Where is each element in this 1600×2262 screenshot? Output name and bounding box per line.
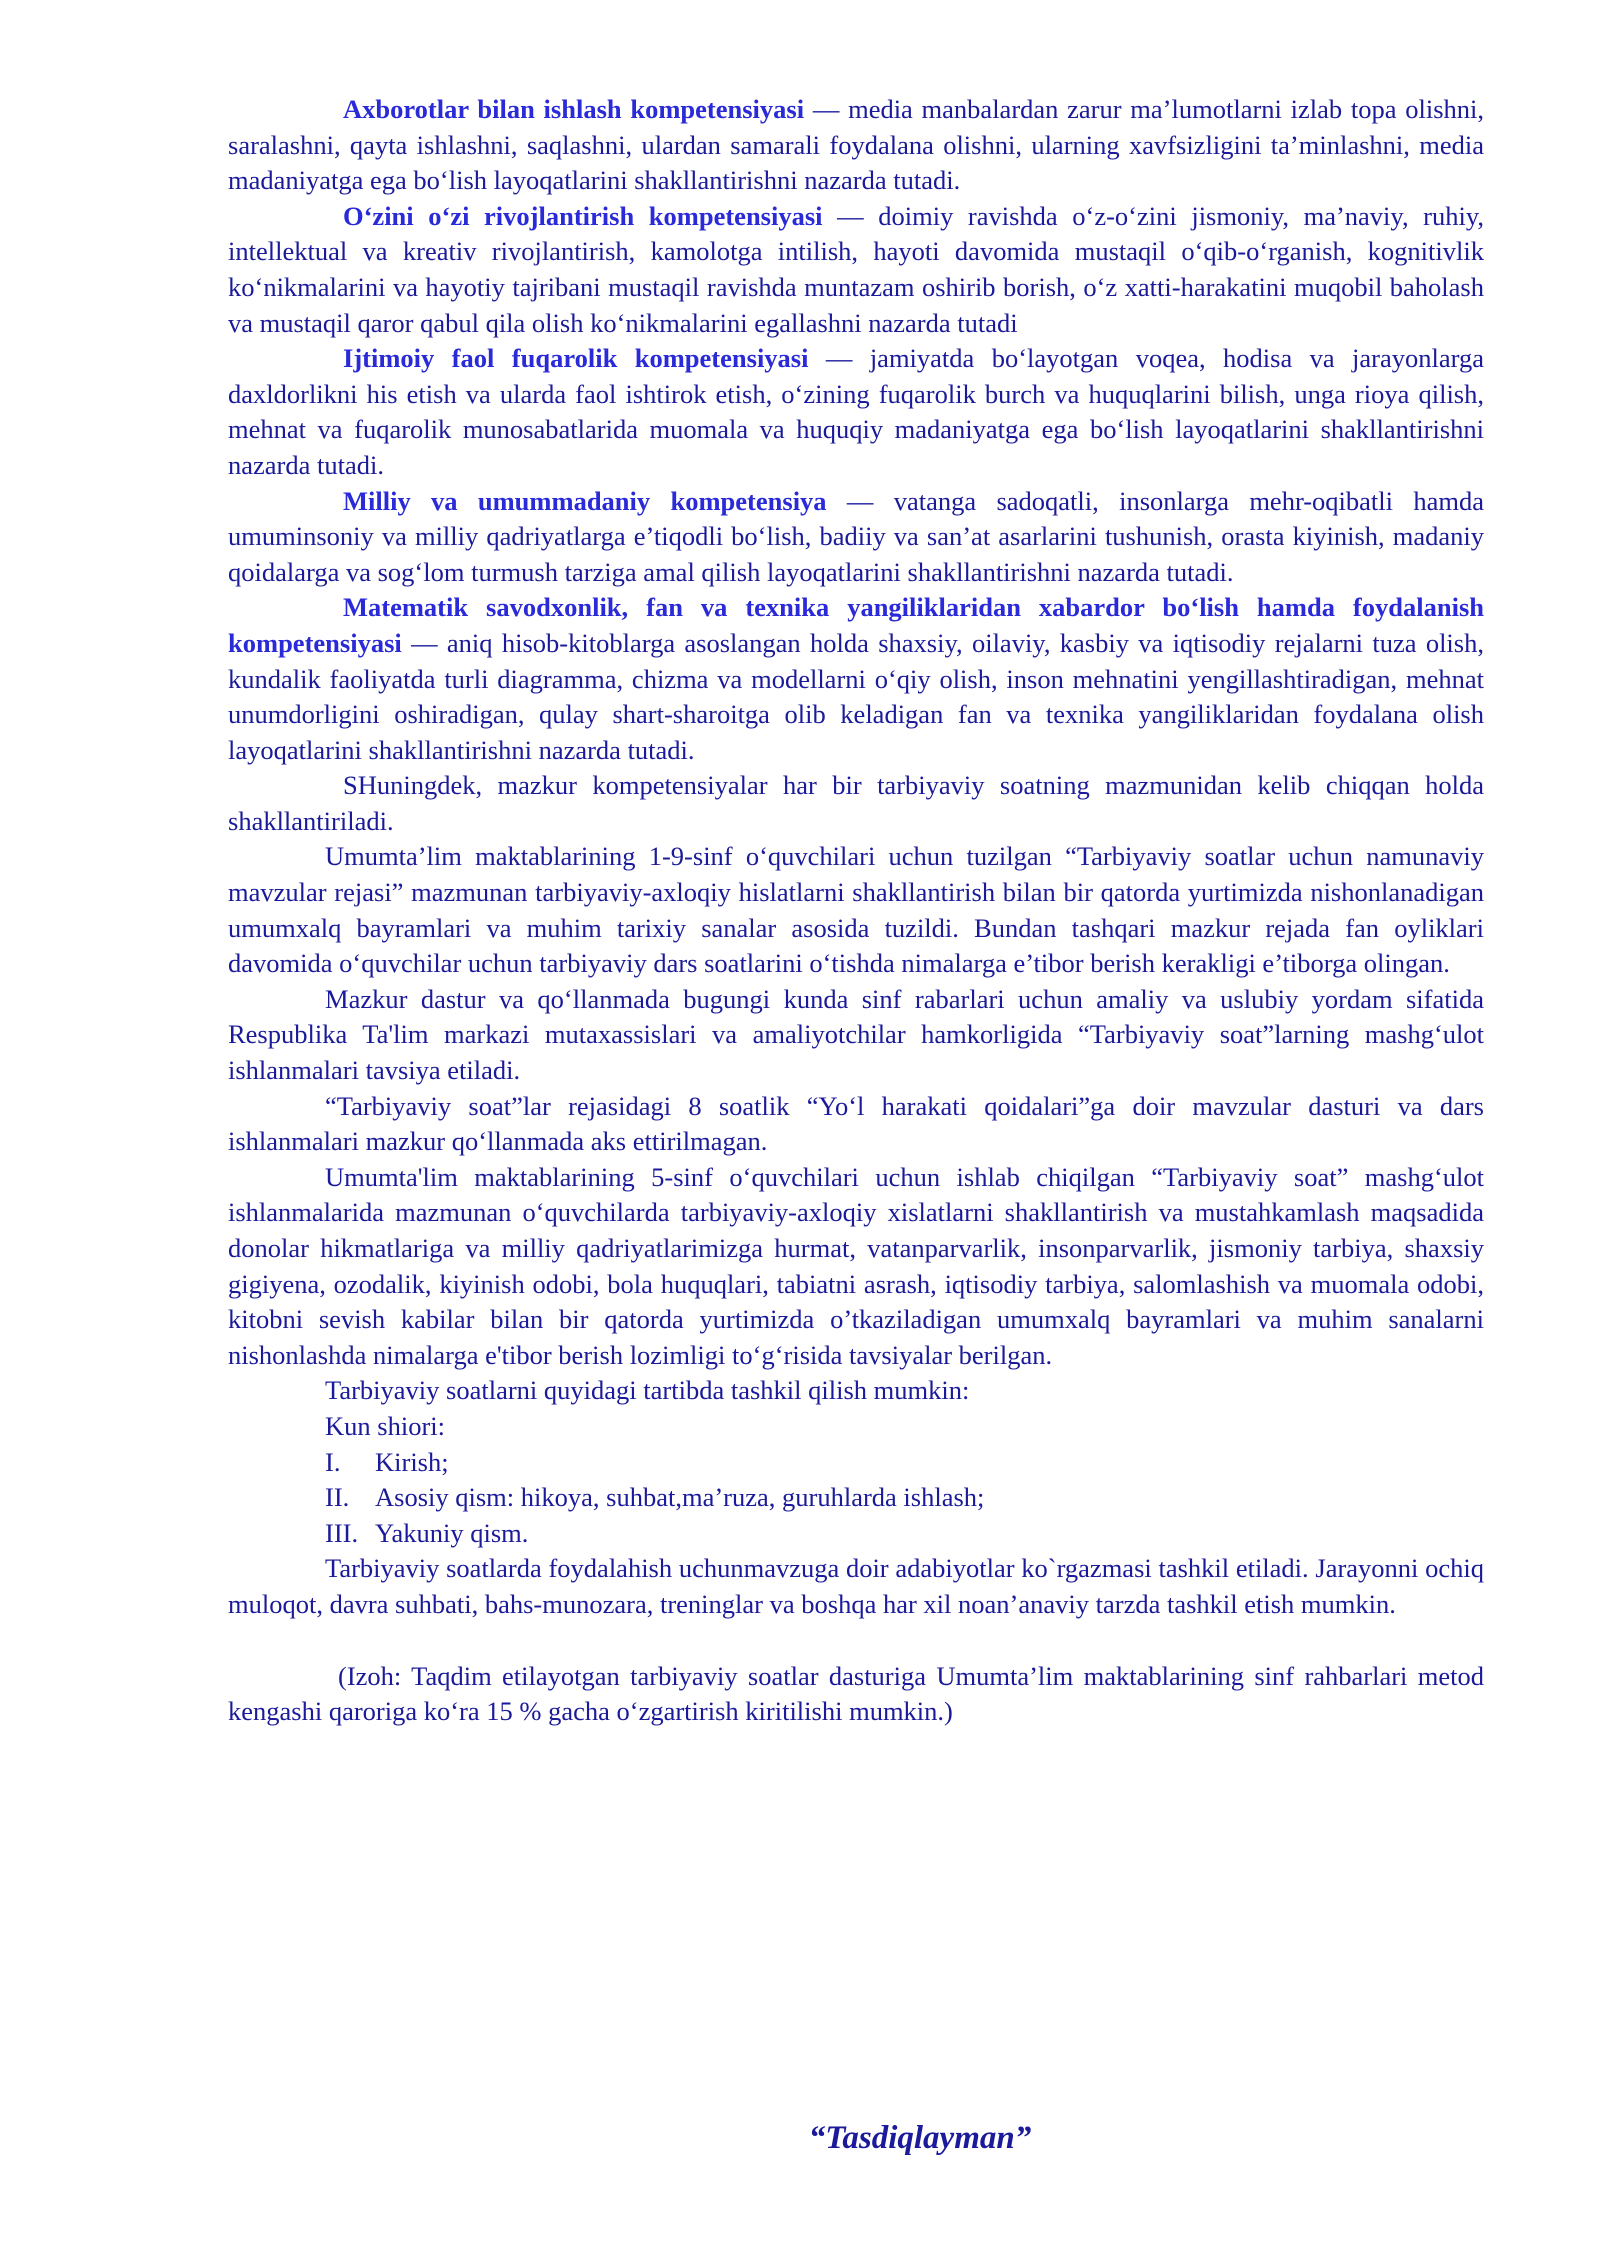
- list-item: [228, 1445, 1484, 1481]
- competency-term: O‘zini o‘zi rivojlantirish kompetensiyasi: [343, 200, 823, 231]
- competency-paragraph: [228, 484, 1484, 591]
- list-number: I.: [325, 1446, 341, 1477]
- competency-paragraph: [228, 590, 1484, 768]
- body-paragraph: Umumta'lim maktablarining 5-sinf o‘quvchilari uchun ishlab chiqilgan “Tarbiyaviy soat” mashg‘ulot ishlanmalarida mazmunan o‘quvchilarda tarbiyaviy-axloqiy xislatlarni shakllantirish va mustahkamlash maqsadida donolar hikmatlariga va milliy qadriyatlarimizga hurmat, vatanparvarlik, insonparvarlik, jismoniy tarbiya, shaxsiy gigiyena, ozodalik, kiyinish odobi, bola huquqlari, tabiatni asrash, iqtisodiy tarbiya, salomlashish va muomala odobi, kitobni sevish kabilar bilan bir qatorda yurtimizda o’tkaziladigan umumxalq bayramlari va muhim sanalarni nishonlashda nimalarga e'tibor berish lozimligi to‘g‘risida tavsiyalar berilgan.: [228, 1161, 1484, 1370]
- list-number: III.: [325, 1517, 359, 1548]
- competency-term: Milliy va umummadaniy kompetensiya: [343, 485, 827, 516]
- competency-paragraph: [228, 92, 1484, 199]
- competency-paragraph: [228, 341, 1484, 483]
- organize-intro: Tarbiyaviy soatlarni quyidagi tartibda tashkil qilish mumkin:: [325, 1375, 970, 1406]
- spacer: [228, 1623, 1484, 1659]
- competency-term: Matematik savodxonlik, fan va texnika yangiliklaridan xabardor bo‘lish hamda foydalanish kompetensiyasi: [228, 592, 1484, 658]
- list-text: Kirish;: [375, 1446, 449, 1477]
- list-text: Asosiy qism: hikoya, suhbat,ma’ruza, guruhlarda ishlash;: [375, 1482, 985, 1513]
- note-paragraph: (Izoh: Taqdim etilayotgan tarbiyaviy soatlar dasturiga Umumta’lim maktablarining sinf rahbarlari metod kengashi qaroriga ko‘ra 15 % gacha o‘zgartirish kiritilishi mumkin.): [228, 1660, 1484, 1727]
- body-paragraph: “Tarbiyaviy soat”lar rejasidagi 8 soatlik “Yo‘l harakati qoidalari”ga doir mavzular dasturi va dars ishlanmalari mazkur qo‘llanmada aks ettirilmagan.: [228, 1090, 1484, 1157]
- approval-heading: “Tasdiqlayman”: [808, 2120, 1032, 2156]
- list-item: [228, 1480, 1484, 1516]
- competency-text: — media manbalardan zarur ma’lumotlarni izlab topa olishni, saralashni, qayta ishlashni, saqlashni, ulardan samarali foydalana olishni, ularning xavfsizligini ta’minlashni, media madaniyatga ega bo‘lish layoqatlarini shakllantirishni nazarda tutadi.: [228, 94, 1484, 196]
- competency-text: — jamiyatda bo‘layotgan voqea, hodisa va jarayonlarga daxldorlikni his etish va ularda faol ishtirok etish, o‘zining fuqarolik burch va huquqlarini bilish, unga rioya qilish, mehnat va fuqarolik munosabatlarida muomala va huquqiy madaniyatga ega bo‘lish layoqatlarini shakllantirishni nazarda tutadi.: [228, 343, 1484, 480]
- list-text: Yakuniy qism.: [375, 1517, 529, 1548]
- competency-paragraph: [228, 199, 1484, 341]
- body-paragraph: SHuningdek, mazkur kompetensiyalar har bir tarbiyaviy soatning mazmunidan kelib chiqqan holda shakllantiriladi.: [228, 770, 1484, 836]
- competency-term: Ijtimoiy faol fuqarolik kompetensiyasi: [343, 343, 809, 374]
- closing-paragraph: Tarbiyaviy soatlarda foydalahish uchunmavzuga doir adabiyotlar ko`rgazmasi tashkil etiladi. Jarayonni ochiq muloqot, davra suhbati, bahs-munozara, treninglar va boshqa har xil noan’anaviy tarzda tashkil etish mumkin.: [228, 1553, 1484, 1619]
- list-number: II.: [325, 1482, 350, 1513]
- kun-shiori-label: Kun shiori:: [325, 1410, 445, 1441]
- competency-term: Axborotlar bilan ishlash kompetensiyasi: [343, 94, 805, 124]
- competency-text: — doimiy ravishda o‘z-o‘zini jismoniy, ma’naviy, ruhiy, intellektual va kreativ rivojlantirish, kamolotga intilish, hayoti davomida mustaqil o‘qib-o‘rganish, kognitivlik ko‘nikmalarini va hayotiy tajribani mustaqil ravishda muntazam oshirib borish, o‘z xatti-harakatini muqobil baholash va mustaqil qaror qabul qila olish ko‘nikmalarini egallashni nazarda tutadi: [228, 200, 1485, 338]
- document-body: [228, 92, 1484, 1730]
- body-paragraph: Mazkur dastur va qo‘llanmada bugungi kunda sinf rabarlari uchun amaliy va uslubiy yordam sifatida Respublika Ta'lim markazi mutaxassislari va amaliyotchilar hamkorligida “Tarbiyaviy soat”larning mashg‘ulot ishlanmalari tavsiya etiladi.: [228, 983, 1484, 1086]
- competency-text: — vatanga sadoqatli, insonlarga mehr-oqibatli hamda umuminsoniy va milliy qadriyatlarga e’tiqodli bo‘lish, badiiy va san’at asarlarini tushunish, orasta kiyinish, madaniy qoidalarga va sog‘lom turmush tarziga amal qilish layoqatlarini shakllantirishni nazarda tutadi.: [228, 485, 1484, 587]
- list-item: [228, 1516, 1484, 1552]
- body-paragraph: Umumta’lim maktablarining 1-9-sinf o‘quvchilari uchun tuzilgan “Tarbiyaviy soatlar uchun namunaviy mavzular rejasi” mazmunan tarbiyaviy-axloqiy hislatlarni shakllantirish bilan bir qatorda yurtimizda nishonlanadigan umumxalq bayramlari va muhim tarixiy sanalar asosida tuzildi. Bundan tashqari mazkur rejada fan oyliklari davomida o‘quvchilar uchun tarbiyaviy dars soatlarini o‘tishda nimalarga e’tibor berish kerakligi e’tiborga olingan.: [228, 841, 1484, 979]
- competency-text: — aniq hisob-kitoblarga asoslangan holda shaxsiy, oilaviy, kasbiy va iqtisodiy rejalarni tuza olish, kundalik faoliyatda turli diagramma, chizma va modellarni o‘qiy olish, inson mehnatini yengillashtiradigan, mehnat unumdorligini oshiradigan, qulay shart-sharoitga olib keladigan fan va texnika yangiliklaridan foydalana olish layoqatlarini shakllantirishni nazarda tutadi.: [228, 627, 1484, 765]
